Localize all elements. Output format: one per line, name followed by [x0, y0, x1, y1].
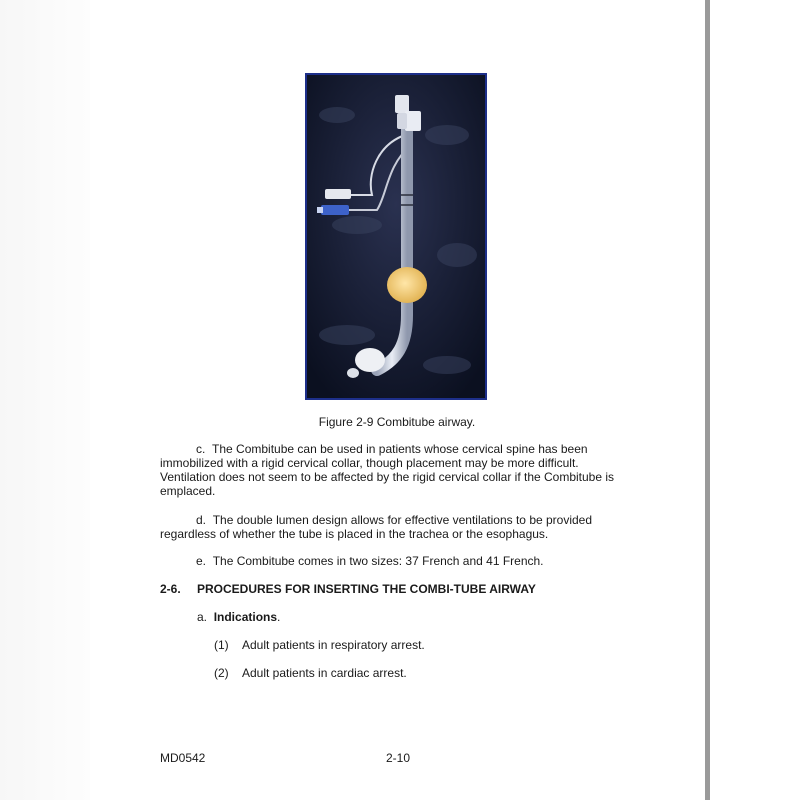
list-text: Adult patients in respiratory arrest. — [242, 638, 425, 652]
paragraph-d — [160, 513, 634, 541]
subsection-marker: a. — [197, 610, 208, 624]
subsection-heading — [197, 610, 280, 624]
subsection-title: Indications — [213, 610, 278, 624]
section-title: PROCEDURES FOR INSERTING THE COMBI-TUBE AIRWAY — [197, 582, 536, 596]
paragraph-c — [160, 442, 634, 498]
list-marker: (1) — [214, 638, 229, 652]
paragraph-text: The Combitube can be used in patients whose cervical spine has been immobilized with a rigid cervical collar, though placement may be more difficult. Ventilation does not seem to be affected by the rigid cervical collar if the Combitube is emplaced. — [160, 442, 615, 498]
right-margin — [710, 0, 800, 800]
paragraph-marker: d. — [196, 513, 207, 527]
paragraph-marker: e. — [196, 554, 207, 568]
paragraph-marker: c. — [196, 442, 206, 456]
combitube-photo — [305, 73, 487, 400]
footer-page-number: 2-10 — [386, 751, 411, 765]
section-heading — [160, 582, 536, 596]
list-marker: (2) — [214, 666, 229, 680]
footer-doc-id: MD0542 — [160, 751, 206, 765]
list-item — [214, 638, 425, 652]
combitube-illustration — [307, 75, 485, 398]
paragraph-text: The double lumen design allows for effective ventilations to be provided regardless of whether the tube is placed in the trachea or the esophagus. — [160, 513, 593, 541]
list-text: Adult patients in cardiac arrest. — [242, 666, 407, 680]
left-margin — [0, 0, 90, 800]
paragraph-e — [160, 554, 634, 568]
list-item — [214, 666, 407, 680]
section-number: 2-6. — [160, 582, 181, 596]
subsection-suffix: . — [277, 610, 281, 624]
figure-caption: Figure 2-9 Combitube airway. — [318, 415, 476, 429]
paragraph-text: The Combitube comes in two sizes: 37 French and 41 French. — [212, 554, 544, 568]
